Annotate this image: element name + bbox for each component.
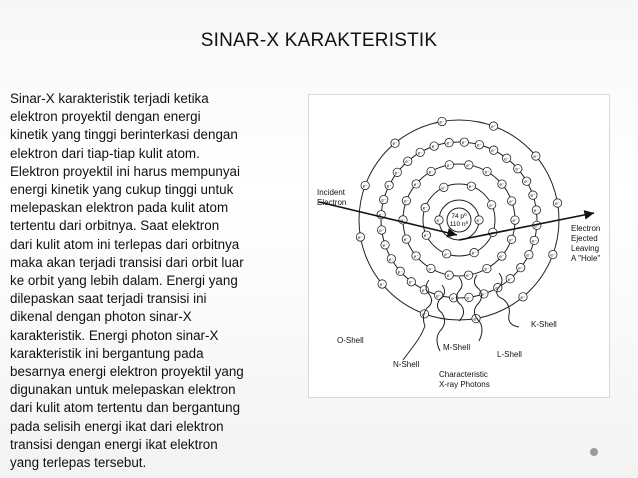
svg-text:e⁻: e⁻ (417, 150, 423, 156)
electron (380, 195, 388, 203)
photon-l-shell (474, 275, 482, 341)
ejected-label-3: Leaving (571, 244, 600, 253)
electron (361, 181, 369, 189)
svg-text:e⁻: e⁻ (491, 124, 496, 130)
svg-text:e⁻: e⁻ (403, 237, 409, 243)
electron (393, 168, 401, 176)
electron (475, 216, 483, 224)
nucleus-neutrons: 110 n⁰ (449, 221, 469, 228)
svg-text:e⁻: e⁻ (507, 276, 513, 282)
svg-text:e⁻: e⁻ (518, 265, 524, 271)
electron (402, 197, 410, 205)
electron (489, 122, 497, 130)
svg-text:e⁻: e⁻ (400, 217, 406, 223)
electron (519, 293, 527, 301)
svg-text:e⁻: e⁻ (394, 170, 400, 176)
svg-text:e⁻: e⁻ (423, 233, 429, 239)
electron (532, 152, 540, 160)
atom-diagram-svg (309, 95, 609, 397)
electron (498, 252, 506, 260)
svg-text:e⁻: e⁻ (421, 287, 427, 293)
svg-text:e⁻: e⁻ (444, 251, 450, 257)
electron (404, 157, 412, 165)
electron (412, 180, 420, 188)
electron (427, 264, 435, 272)
svg-text:e⁻: e⁻ (471, 250, 477, 256)
svg-text:e⁻: e⁻ (436, 293, 442, 299)
svg-text:e⁻: e⁻ (446, 140, 452, 146)
svg-text:e⁻: e⁻ (515, 166, 521, 172)
electron (475, 141, 483, 149)
electron (525, 250, 533, 258)
o-shell-label: O-Shell (337, 336, 364, 345)
electron (522, 177, 530, 185)
svg-text:e⁻: e⁻ (405, 159, 411, 165)
electron (445, 271, 453, 279)
svg-text:e⁻: e⁻ (481, 291, 487, 297)
svg-text:e⁻: e⁻ (379, 227, 385, 233)
photons-label-2: X-ray Photons (439, 380, 490, 389)
svg-text:e⁻: e⁻ (358, 234, 363, 240)
electron (356, 233, 364, 241)
ejected-label-2: Ejected (571, 234, 598, 243)
electron (517, 263, 525, 271)
electron (532, 206, 540, 214)
k-shell-label: K-Shell (531, 320, 557, 329)
svg-text:e⁻: e⁻ (524, 179, 530, 185)
svg-text:e⁻: e⁻ (509, 198, 515, 204)
m-shell-label: M-Shell (443, 343, 471, 352)
electron (507, 235, 515, 243)
nucleus (447, 208, 471, 232)
svg-text:e⁻: e⁻ (388, 256, 394, 262)
electron (391, 139, 399, 147)
electron (470, 248, 478, 256)
electron (440, 183, 448, 191)
svg-text:e⁻: e⁻ (509, 237, 515, 243)
svg-text:e⁻: e⁻ (431, 144, 437, 150)
svg-text:e⁻: e⁻ (504, 156, 510, 162)
svg-text:e⁻: e⁻ (397, 269, 403, 275)
svg-text:e⁻: e⁻ (512, 218, 518, 224)
svg-text:e⁻: e⁻ (484, 266, 490, 272)
electron (502, 154, 510, 162)
svg-text:e⁻: e⁻ (468, 184, 474, 190)
svg-text:e⁻: e⁻ (466, 295, 472, 301)
nucleus-protons: 74 p⁰ (451, 213, 467, 220)
electron (377, 226, 385, 234)
svg-text:e⁻: e⁻ (439, 119, 445, 125)
electron (464, 271, 472, 279)
svg-text:e⁻: e⁻ (422, 311, 427, 317)
svg-text:e⁻: e⁻ (451, 295, 457, 301)
svg-text:e⁻: e⁻ (534, 223, 540, 229)
svg-text:e⁻: e⁻ (499, 182, 505, 188)
svg-text:e⁻: e⁻ (428, 266, 434, 272)
photon-o-shell (403, 280, 432, 360)
atom-diagram (308, 94, 610, 398)
ejected-label-1: Electron (571, 224, 601, 233)
electron (514, 165, 522, 173)
svg-text:e⁻: e⁻ (476, 218, 482, 223)
svg-text:e⁻: e⁻ (550, 252, 556, 258)
svg-text:e⁻: e⁻ (413, 181, 419, 187)
slide-title: SINAR-X KARAKTERISTIK (200, 30, 438, 51)
electron (498, 180, 506, 188)
electron (385, 181, 393, 189)
electron (445, 138, 453, 146)
svg-text:e⁻: e⁻ (484, 169, 490, 175)
svg-text:e⁻: e⁻ (382, 242, 388, 248)
electron (529, 191, 537, 199)
svg-text:e⁻: e⁻ (555, 201, 560, 207)
electron (467, 182, 475, 190)
svg-text:e⁻: e⁻ (441, 185, 447, 191)
slide-bullet-dot (590, 448, 598, 456)
electron (378, 280, 386, 288)
photons-label-1: Characteristic (439, 370, 488, 379)
svg-text:e⁻: e⁻ (533, 208, 539, 214)
electron (460, 138, 468, 146)
svg-text:e⁻: e⁻ (436, 218, 442, 223)
electron (507, 197, 515, 205)
l-shell-label: L-Shell (497, 350, 522, 359)
svg-text:e⁻: e⁻ (473, 316, 479, 322)
electron (435, 216, 443, 224)
svg-text:e⁻: e⁻ (422, 205, 428, 211)
incident-label-1: Incident (317, 188, 346, 197)
svg-text:e⁻: e⁻ (381, 197, 387, 203)
electron (412, 252, 420, 260)
electron (511, 216, 519, 224)
electron (483, 167, 491, 175)
electron (530, 236, 538, 244)
svg-text:e⁻: e⁻ (379, 281, 385, 287)
electron (416, 148, 424, 156)
svg-text:e⁻: e⁻ (392, 141, 398, 147)
electron (387, 255, 395, 263)
electron (553, 199, 561, 207)
svg-text:e⁻: e⁻ (386, 183, 392, 189)
electron (420, 286, 428, 294)
svg-text:e⁻: e⁻ (491, 148, 497, 154)
svg-text:e⁻: e⁻ (466, 162, 472, 168)
svg-text:e⁻: e⁻ (446, 162, 452, 168)
n-shell-label: N-Shell (393, 360, 420, 369)
svg-text:e⁻: e⁻ (413, 253, 419, 259)
svg-text:e⁻: e⁻ (499, 254, 505, 260)
svg-text:e⁻: e⁻ (495, 285, 501, 291)
svg-text:e⁻: e⁻ (531, 238, 537, 244)
electron (402, 235, 410, 243)
svg-text:e⁻: e⁻ (378, 212, 384, 218)
electron (549, 250, 557, 258)
electron (465, 293, 473, 301)
electron (407, 278, 415, 286)
svg-text:e⁻: e⁻ (526, 252, 532, 258)
svg-text:e⁻: e⁻ (533, 154, 539, 160)
svg-text:e⁻: e⁻ (428, 169, 434, 175)
electron (465, 161, 473, 169)
electron (396, 267, 404, 275)
electron (381, 241, 389, 249)
svg-text:e⁻: e⁻ (446, 273, 452, 279)
electron (506, 275, 514, 283)
slide-body-text: Sinar-X karakteristik terjadi ketika elektron proyektil dengan energi kinetik yang tinggi berinterkasi dengan elektron dari tiap-tiap kulit atom. Elektron proyektil ini harus mempunyai energi kinetik yang cukup tinggi untuk melepaskan elektron pada kulit atom tertentu dari orbitnya. Saat elektron dari kulit atom ini terlepas dari orbitnya maka akan terjadi transisi dari orbit luar ke orbit yang lebih dalam. Energi yang dilepaskan saat terjadi transisi ini dikenal dengan photon sinar-X karakteristik. Energi photon sinar-X karakteristik ini bergantung pada besarnya energi elektron proyektil yang digunakan untuk melepaskan elektron dari kulit atom tertentu dan bergantung pada selisih energi ikat dari elektron transisi dengan energi ikat elektron yang terlepas tersebut. (10, 91, 244, 471)
electron (445, 161, 453, 169)
electron (442, 250, 450, 258)
svg-text:e⁻: e⁻ (466, 273, 472, 279)
electron (430, 142, 438, 150)
svg-text:e⁻: e⁻ (461, 140, 467, 146)
svg-text:e⁻: e⁻ (530, 193, 536, 199)
electron (421, 203, 429, 211)
svg-text:e⁻: e⁻ (520, 294, 526, 300)
electron (487, 201, 495, 209)
svg-text:e⁻: e⁻ (476, 142, 482, 148)
svg-text:e⁻: e⁻ (403, 198, 409, 204)
electron (483, 264, 491, 272)
electron (422, 231, 430, 239)
electron (489, 146, 497, 154)
electron (438, 117, 446, 125)
svg-text:e⁻: e⁻ (489, 202, 495, 208)
incident-label-2: Electron (317, 198, 347, 207)
electron (427, 167, 435, 175)
svg-text:e⁻: e⁻ (408, 279, 414, 285)
ejected-label-4: A "Hole" (571, 254, 601, 263)
svg-text:e⁻: e⁻ (362, 183, 368, 189)
